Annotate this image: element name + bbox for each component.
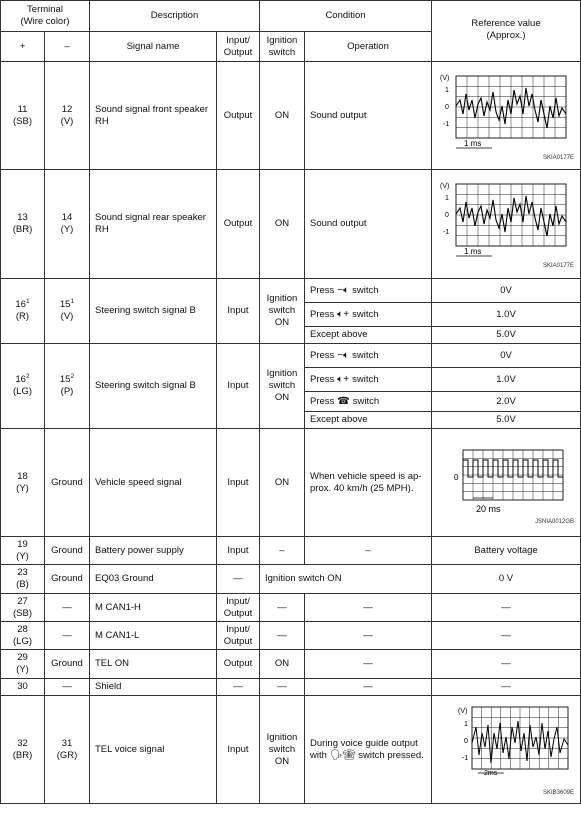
ignition-switch: ON bbox=[260, 170, 305, 279]
wire-color: (Y) bbox=[16, 550, 29, 562]
signal-name: M CAN1-H bbox=[90, 594, 217, 622]
table-row bbox=[1, 650, 581, 679]
signal-name: Steering switch signal B bbox=[90, 279, 217, 344]
input-output: — bbox=[217, 565, 260, 594]
minus-terminal bbox=[45, 696, 90, 804]
signal-name: Steering switch signal B bbox=[90, 344, 217, 429]
signal-name: Vehicle speed signal bbox=[90, 429, 217, 537]
plus-terminal bbox=[1, 429, 45, 537]
y-tick-minus-1: -1 bbox=[462, 754, 469, 762]
figure-code: SKIB3609E bbox=[542, 789, 575, 796]
table-row bbox=[1, 279, 581, 303]
footnote-mark: 2 bbox=[25, 372, 30, 380]
terminal-number: 18 bbox=[17, 470, 28, 482]
minus-terminal bbox=[45, 279, 90, 344]
minus-terminal bbox=[45, 62, 90, 170]
terminal-number: 15 bbox=[59, 374, 71, 385]
terminal-header bbox=[1, 1, 90, 32]
operation-header: Operation bbox=[305, 32, 432, 62]
terminal-number: 16 bbox=[15, 374, 26, 385]
operation-line-2: switch pressed. bbox=[358, 749, 424, 761]
terminal-number: 16 bbox=[15, 299, 26, 310]
condition-header: Condition bbox=[260, 1, 432, 32]
plus-terminal bbox=[1, 537, 45, 565]
wire-color: (LG) bbox=[13, 635, 32, 647]
wire-color: (V) bbox=[60, 311, 74, 322]
time-scale-label: 1 ms bbox=[464, 138, 482, 148]
wire-color: (Y) bbox=[16, 664, 29, 675]
y-tick-0: 0 bbox=[464, 737, 468, 745]
volt-unit-label: (V) bbox=[440, 183, 450, 190]
signal-name: Battery power supply bbox=[90, 537, 217, 565]
wire-color: (P) bbox=[60, 386, 74, 397]
plus-terminal bbox=[1, 696, 45, 804]
input-output: Input bbox=[217, 696, 260, 804]
minus-terminal: Ground bbox=[45, 537, 90, 565]
ign-line-3: ON bbox=[274, 392, 290, 403]
wire-color: (LG) bbox=[13, 386, 32, 397]
switch-label: switch bbox=[352, 395, 380, 407]
minus-terminal: — bbox=[45, 594, 90, 622]
input-output-header bbox=[217, 32, 260, 62]
signal-name: TEL voice signal bbox=[90, 696, 217, 804]
reference-value: 1.0V bbox=[432, 303, 581, 327]
terminal-number: 29 bbox=[17, 652, 28, 663]
reference-value: Battery voltage bbox=[432, 537, 581, 565]
ignition-switch: — bbox=[260, 622, 305, 650]
wire-color: (Y) bbox=[60, 224, 74, 235]
input-output: Output bbox=[217, 62, 260, 170]
reference-waveform bbox=[432, 62, 581, 170]
figure-code: SKIA0177E bbox=[542, 154, 575, 161]
io-line-1: Input/ bbox=[226, 34, 250, 46]
switch-label: switch bbox=[352, 284, 379, 296]
terminal-number: 32 bbox=[17, 737, 28, 749]
press-label: Press bbox=[310, 395, 335, 407]
minus-terminal bbox=[45, 170, 90, 279]
table-row bbox=[1, 679, 581, 696]
time-scale-label: 1 ms bbox=[464, 247, 482, 256]
y-tick-0: 0 bbox=[445, 103, 449, 111]
ign-line-3: ON bbox=[274, 317, 290, 328]
plus-header: + bbox=[1, 32, 45, 62]
switch-label: switch bbox=[352, 373, 379, 385]
terminal-number: 13 bbox=[17, 212, 28, 223]
reference-value: — bbox=[432, 622, 581, 650]
io-line-2: Output bbox=[223, 607, 253, 619]
time-scale-label: 2ms bbox=[484, 769, 498, 777]
operation: Except above bbox=[305, 412, 432, 429]
input-output: — bbox=[217, 679, 260, 696]
plus-terminal bbox=[1, 594, 45, 622]
io-line-2: Output bbox=[223, 635, 253, 647]
y-tick-minus-1: -1 bbox=[443, 120, 450, 128]
terminal-number: 19 bbox=[17, 538, 28, 550]
approx-label: (Approx.) bbox=[486, 30, 526, 41]
switch-label: switch bbox=[352, 349, 379, 361]
ignition-switch: – bbox=[260, 537, 305, 565]
figure-code: SKIA0177E bbox=[542, 263, 575, 269]
table-row bbox=[1, 537, 581, 565]
operation: — bbox=[305, 650, 432, 679]
operation-line-1: When vehicle speed is ap- bbox=[310, 470, 422, 482]
press-label: Press bbox=[310, 373, 335, 385]
press-label: Press bbox=[310, 308, 335, 320]
minus-header: – bbox=[45, 32, 90, 62]
input-output bbox=[217, 594, 260, 622]
signal-name: TEL ON bbox=[90, 650, 217, 679]
minus-terminal: — bbox=[45, 622, 90, 650]
press-label: Press bbox=[310, 284, 335, 296]
operation bbox=[305, 429, 432, 537]
speaker-plus-icon: 🔈︎+ bbox=[337, 308, 350, 320]
terminal-number: 27 bbox=[17, 595, 28, 607]
phone-handset-icon: ☎︎ bbox=[337, 395, 350, 407]
minus-terminal: Ground bbox=[45, 429, 90, 537]
y-tick-1: 1 bbox=[464, 720, 468, 728]
operation: Except above bbox=[305, 327, 432, 344]
y-tick-1: 1 bbox=[445, 195, 449, 202]
reference-value-header bbox=[432, 1, 581, 62]
table-row bbox=[1, 62, 581, 170]
ignition-switch: — bbox=[260, 679, 305, 696]
volt-unit-label: (V) bbox=[458, 707, 468, 715]
y-tick-minus-1: -1 bbox=[443, 229, 450, 236]
volt-unit-label: (V) bbox=[440, 74, 450, 82]
minus-terminal bbox=[45, 344, 90, 429]
plus-terminal bbox=[1, 650, 45, 679]
signal-name: Sound signal front speaker RH bbox=[90, 62, 217, 170]
ignition-switch: — bbox=[260, 594, 305, 622]
reference-value: 5.0V bbox=[432, 412, 581, 429]
ignition-switch bbox=[260, 344, 305, 429]
signal-name: Shield bbox=[90, 679, 217, 696]
terminal-number: 14 bbox=[61, 212, 73, 223]
wire-color: (R) bbox=[15, 311, 30, 322]
operation-line-1: During voice guide output bbox=[310, 737, 418, 749]
reference-value: 0 V bbox=[432, 565, 581, 594]
ign-line-2: switch bbox=[268, 743, 296, 755]
input-output: Input bbox=[217, 344, 260, 429]
reference-waveform bbox=[432, 696, 581, 804]
input-output: Output bbox=[217, 650, 260, 679]
wire-color: (GR) bbox=[56, 749, 78, 761]
figure-code: JSNIA0012GB bbox=[534, 518, 575, 525]
minus-speaker-icon: −🔈︎ bbox=[337, 349, 350, 361]
terminal-number: 23 bbox=[17, 567, 28, 578]
table-row bbox=[1, 622, 581, 650]
table-row bbox=[1, 565, 581, 594]
input-output bbox=[217, 622, 260, 650]
io-line-1: Input/ bbox=[226, 623, 250, 635]
operation bbox=[305, 696, 432, 804]
terminal-number: 11 bbox=[17, 103, 28, 115]
ign-line-3: ON bbox=[274, 755, 290, 767]
terminal-label: Terminal bbox=[27, 4, 63, 15]
ignition-switch-header bbox=[260, 32, 305, 62]
time-scale-label: 20 ms bbox=[476, 503, 501, 514]
footnote-mark: 1 bbox=[70, 297, 75, 305]
reference-value: 1.0V bbox=[432, 368, 581, 392]
terminal-number: 15 bbox=[59, 299, 71, 310]
operation: Sound output bbox=[305, 62, 432, 170]
reference-waveform bbox=[432, 429, 581, 537]
wire-color: (BR) bbox=[12, 749, 33, 761]
ign-line-1: Ignition bbox=[266, 34, 298, 46]
audio-waveform-graph bbox=[438, 178, 574, 262]
operation: – bbox=[305, 537, 432, 565]
plus-terminal bbox=[1, 279, 45, 344]
press-label: Press bbox=[310, 349, 335, 361]
pulse-waveform-graph bbox=[438, 440, 574, 518]
operation bbox=[305, 368, 432, 392]
reference-value: 5.0V bbox=[432, 327, 581, 344]
plus-terminal: 30 bbox=[1, 679, 45, 696]
ign-line-2: switch bbox=[268, 46, 296, 58]
input-output: Input bbox=[217, 537, 260, 565]
signal-name: M CAN1-L bbox=[90, 622, 217, 650]
reference-waveform bbox=[432, 170, 581, 279]
y-tick-0: 0 bbox=[454, 472, 459, 482]
signal-name: Sound signal rear speaker RH bbox=[90, 170, 217, 279]
reference-value: — bbox=[432, 594, 581, 622]
ignition-switch bbox=[260, 696, 305, 804]
ignition-switch: ON bbox=[260, 62, 305, 170]
operation: — bbox=[305, 679, 432, 696]
plus-terminal bbox=[1, 622, 45, 650]
ign-line-1: Ignition bbox=[266, 368, 298, 379]
description-header: Description bbox=[90, 1, 260, 32]
minus-terminal: Ground bbox=[45, 650, 90, 679]
ign-line-1: Ignition bbox=[266, 293, 298, 304]
minus-terminal: Ground bbox=[45, 565, 90, 594]
voice-waveform-graph bbox=[438, 703, 574, 789]
io-line-2: Output bbox=[223, 46, 253, 58]
wire-color: (Y) bbox=[16, 482, 29, 494]
signal-name-header: Signal name bbox=[90, 32, 217, 62]
input-output: Output bbox=[217, 170, 260, 279]
ign-line-2: switch bbox=[268, 380, 296, 391]
y-tick-1: 1 bbox=[445, 86, 449, 94]
plus-terminal bbox=[1, 170, 45, 279]
ignition-switch bbox=[260, 279, 305, 344]
wire-color-label: (Wire color) bbox=[20, 16, 70, 27]
operation-line-2: prox. 40 km/h (25 MPH). bbox=[310, 482, 414, 494]
wire-color: (V) bbox=[60, 115, 74, 127]
y-tick-0: 0 bbox=[445, 212, 449, 219]
table-row bbox=[1, 594, 581, 622]
operation bbox=[305, 303, 432, 327]
operation: — bbox=[305, 594, 432, 622]
input-output: Input bbox=[217, 279, 260, 344]
wire-color: (BR) bbox=[12, 224, 33, 235]
reference-value-label: Reference value bbox=[471, 18, 541, 29]
operation-with: with bbox=[310, 749, 327, 761]
operation bbox=[305, 392, 432, 412]
ign-line-2: switch bbox=[268, 305, 296, 316]
footnote-mark: 2 bbox=[70, 372, 75, 380]
speaker-plus-icon: 🔈︎+ bbox=[337, 373, 350, 385]
footnote-mark: 1 bbox=[25, 297, 30, 305]
reference-value: 2.0V bbox=[432, 392, 581, 412]
wire-color: (SB) bbox=[13, 115, 32, 127]
reference-value: 0V bbox=[432, 344, 581, 368]
operation bbox=[305, 344, 432, 368]
table-row bbox=[1, 696, 581, 804]
terminal-number: 31 bbox=[61, 737, 73, 749]
minus-speaker-icon: −🔈︎ bbox=[337, 284, 350, 296]
plus-terminal bbox=[1, 565, 45, 594]
input-output: Input bbox=[217, 429, 260, 537]
plus-terminal bbox=[1, 344, 45, 429]
audio-waveform-graph bbox=[438, 70, 574, 154]
table-row bbox=[1, 170, 581, 279]
terminal-number: 28 bbox=[17, 623, 28, 635]
ignition-switch: ON bbox=[260, 650, 305, 679]
reference-value: — bbox=[432, 650, 581, 679]
minus-terminal: — bbox=[45, 679, 90, 696]
switch-label: switch bbox=[352, 308, 379, 320]
table-row bbox=[1, 344, 581, 368]
plus-terminal bbox=[1, 62, 45, 170]
operation bbox=[305, 279, 432, 303]
terminal-number: 12 bbox=[61, 103, 73, 115]
table-row bbox=[1, 429, 581, 537]
ign-line-1: Ignition bbox=[266, 731, 298, 743]
ignition-switch: ON bbox=[260, 429, 305, 537]
wire-color: (SB) bbox=[13, 607, 32, 619]
voice-call-icon: 🗣︎☎︎ bbox=[329, 749, 356, 761]
operation: Sound output bbox=[305, 170, 432, 279]
wire-color: (B) bbox=[16, 579, 29, 590]
signal-name: EQ03 Ground bbox=[90, 565, 217, 594]
io-line-1: Input/ bbox=[226, 595, 250, 607]
reference-value: — bbox=[432, 679, 581, 696]
condition: Ignition switch ON bbox=[260, 565, 432, 594]
operation: — bbox=[305, 622, 432, 650]
reference-value: 0V bbox=[432, 279, 581, 303]
